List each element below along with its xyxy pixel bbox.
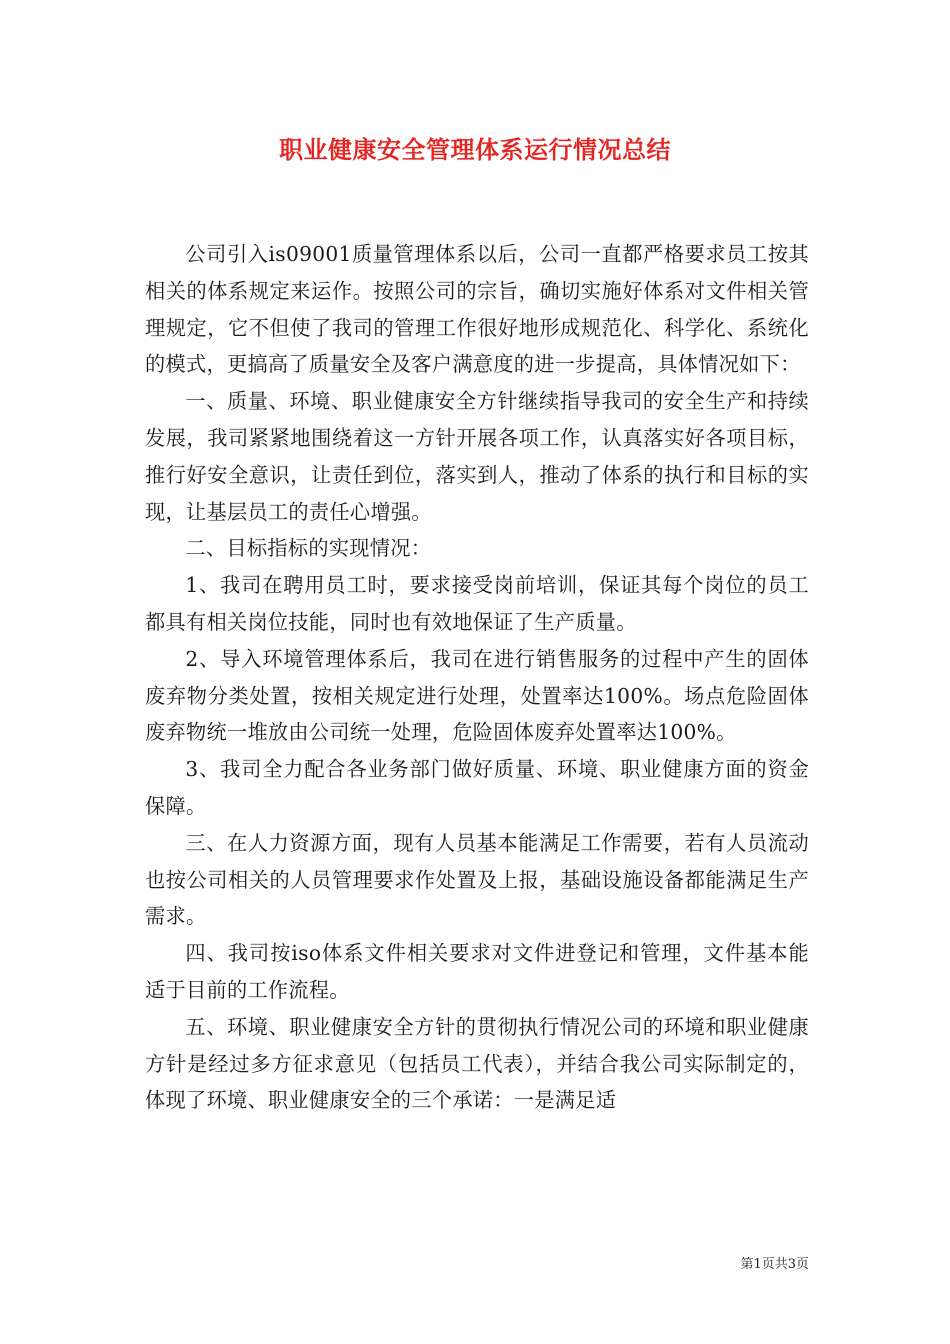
- paragraph-item-3: 3、我司全力配合各业务部门做好质量、环境、职业健康方面的资金保障。: [145, 757, 809, 818]
- paragraph-section-1: 一、质量、环境、职业健康安全方针继续指导我司的安全生产和持续发展，我司紧紧地围绕着这一方针开展各项工作，认真落实好各项目标，推行好安全意识，让责任到位，落实到人，推动了体系的执行和目标的实现，让基层员工的责任心增强。: [145, 389, 809, 524]
- paragraph-section-3: 三、在人力资源方面，现有人员基本能满足工作需要，若有人员流动也按公司相关的人员管理要求作处置及上报，基础设施设备都能满足生产需求。: [145, 830, 809, 929]
- paragraph-intro: 公司引入is09001质量管理体系以后，公司一直都严格要求员工按其相关的体系规定来运作。按照公司的宗旨，确切实施好体系对文件相关管理规定，它不但使了我司的管理工作很好地形成规范化、科学化、系统化的模式，更搞高了质量安全及客户满意度的进一步提高，具体情况如下：: [145, 242, 809, 377]
- page-number: 第1页共3页: [740, 1257, 809, 1272]
- paragraph-section-4: 四、我司按iso体系文件相关要求对文件进登记和管理，文件基本能适于目前的工作流程。: [145, 941, 809, 1002]
- paragraph-section-5: 五、环境、职业健康安全方针的贯彻执行情况公司的环境和职业健康方针是经过多方征求意见（包括员工代表），并结合我公司实际制定的，体现了环境、职业健康安全的三个承诺：一是满足适: [145, 1014, 809, 1113]
- page-title: 职业健康安全管理体系运行情况总结: [279, 135, 671, 164]
- paragraph-section-2-heading: 二、目标指标的实现情况：: [185, 536, 432, 561]
- document-body: [145, 236, 809, 1119]
- paragraph-item-2: 2、导入环境管理体系后，我司在进行销售服务的过程中产生的固体废弃物分类处置，按相关规定进行处理，处置率达100%。场点危险固体废弃物统一堆放由公司统一处理，危险固体废弃处置率达100%。: [145, 646, 809, 745]
- paragraph-item-1: 1、我司在聘用员工时，要求接受岗前培训，保证其每个岗位的员工都具有相关岗位技能，同时也有效地保证了生产质量。: [145, 573, 809, 634]
